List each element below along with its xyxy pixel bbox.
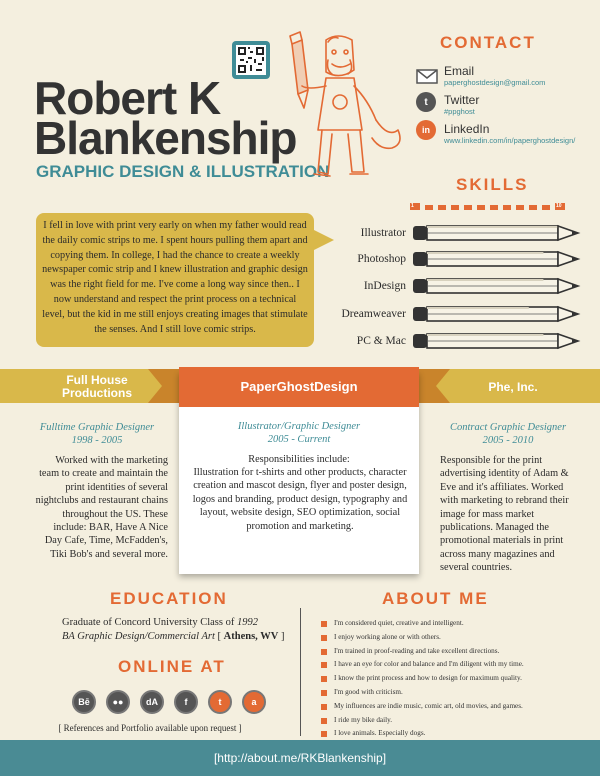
name-last-line: Blankenship (34, 112, 297, 164)
facebook-icon[interactable]: f (174, 690, 198, 714)
skill-name: PC & Mac (356, 335, 406, 347)
about-item: I know the print process and how to design for maximum quality. (334, 674, 522, 683)
about-item: I'm good with criticism. (334, 688, 403, 696)
education-school: Graduate of Concord University Class of (62, 617, 237, 628)
job-subtitle: GRAPHIC DESIGN & ILLUSTRATION (36, 162, 330, 181)
about-bullet-icon (321, 662, 327, 668)
pencil-level-fill (427, 279, 543, 281)
pencil-eraser (413, 279, 427, 293)
left-company: Full House Productions (61, 373, 132, 400)
about-bullet-icon (321, 704, 327, 710)
social-icons-row (72, 690, 266, 714)
education-line1 (62, 617, 258, 628)
contact-linkedin-label: LinkedIn (444, 122, 490, 136)
about-bullet-icon (321, 718, 327, 724)
pencil-level-fill (427, 226, 558, 228)
about-bullet-icon (321, 731, 327, 737)
right-job-description: Responsible for the print advertising identity of Adam & Eve and it's affiliates. Worked with marketing to rebrand their image for mass market publications. Managed the promotional materials in print across many magazines and several countries. (440, 455, 569, 574)
about-item: I love animals. Especially dogs. (334, 729, 426, 738)
name-first-line: Robert K (34, 72, 221, 124)
skill-pencil-bar (412, 304, 584, 324)
center-job-description: Illustration for t-shirts and other products, character creation and mascot design, flyer and poster design, logos and branding, product design, typography and layout, website design, SEO optimization, social promotion and marketing. (192, 467, 408, 532)
about-bullet-icon (321, 690, 327, 696)
education-heading: EDUCATION (110, 589, 228, 608)
skills-scale-min: 1 (411, 203, 414, 209)
left-job-description: Worked with the marketing team to create and maintain the print identities of several nightclubs and restaurant chains throughout the US. These include: BAR, Have A Nice Day Cafe, Time, McFadden's, Tiki Bob's and several more. (35, 455, 168, 560)
center-job-dates: 2005 - Current (267, 434, 331, 445)
pencil-eraser (413, 252, 427, 266)
pencil-eraser (413, 226, 427, 240)
contact-twitter-label: Twitter (444, 93, 480, 107)
skill-pencil-bar (412, 223, 584, 243)
contact-email-value[interactable]: paperghostdesign@gmail.com (444, 78, 546, 87)
about-bullet-icon (321, 676, 327, 682)
pencil-eraser (413, 307, 427, 321)
qr-code[interactable] (232, 41, 270, 79)
about-item: I'm trained in proof-reading and take excellent directions. (334, 646, 500, 655)
about-item: I ride my bike daily. (334, 715, 393, 724)
twitter-icon: t (416, 92, 436, 112)
right-company: Phe, Inc. (488, 380, 538, 394)
contact-twitter-value[interactable]: #ppghost (444, 107, 475, 116)
pencil-level-fill (427, 252, 543, 254)
skill-name: Illustrator (360, 227, 406, 239)
about-bullet-icon (321, 649, 327, 655)
skills-scale-max: 10 (556, 203, 562, 209)
behance-icon[interactable]: Bē (72, 690, 96, 714)
about-item: I'm considered quiet, creative and intelligent. (334, 619, 464, 627)
qr-code-icon (232, 41, 270, 79)
about-bullet-icon (321, 621, 327, 627)
contact-email-label: Email (444, 64, 475, 78)
skill-pencil-bar (412, 331, 584, 351)
right-job-dates: 2005 - 2010 (482, 435, 534, 446)
pencil-level-fill (427, 307, 529, 309)
contact-heading: CONTACT (440, 33, 536, 52)
left-job-title: Fulltime Graphic Designer (39, 422, 155, 433)
skills-scale (410, 200, 580, 212)
pencil-level-fill (427, 334, 543, 336)
left-job-dates: 1998 - 2005 (71, 435, 123, 446)
about-bullet-icon (321, 635, 327, 641)
band-arrow-left (148, 369, 182, 403)
skills-heading: SKILLS (456, 175, 529, 194)
skill-name: InDesign (363, 280, 406, 292)
right-job-title: Contract Graphic Designer (449, 422, 567, 433)
education-location: Athens, WV (223, 631, 279, 642)
bio-text: I fell in love with print very early on when my father would read the daily comic strips to me. I spent hours pulling them apart and copying them. In college, I had the chance to create a weekly newspaper comic strip and I knew illustration and graphic design was the right field for me. I've come a long way since then.. I now understand and respect the print process on a technical level, but the kid in me still enjoys creating images that stimulate the senses. And I still love comic strips. (42, 220, 308, 335)
about-item: My influences are indie music, comic art, old movies, and games. (334, 701, 523, 710)
about-item: I enjoy working alone or with others. (334, 632, 441, 641)
band-arrow-right (416, 369, 450, 403)
skill-name: Dreamweaver (341, 308, 406, 320)
skill-name: Photoshop (357, 253, 406, 265)
about-heading: ABOUT ME (382, 589, 489, 608)
references-note: [ References and Portfolio available upon request ] (58, 723, 242, 733)
education-year: 1992 (236, 617, 258, 628)
envelope-icon (416, 69, 438, 84)
about-item: I have an eye for color and balance and I'm diligent with my time. (334, 660, 524, 669)
tumblr-icon[interactable]: t (208, 690, 232, 714)
skill-pencil-bar (412, 276, 584, 296)
footer-url[interactable]: [http://about.me/RKBlankenship] (213, 751, 387, 765)
flickr-icon[interactable]: ●● (106, 690, 130, 714)
contact-linkedin-value[interactable]: www.linkedin.com/in/paperghostdesign/ (444, 136, 576, 145)
ghost-character-illustration (268, 30, 408, 190)
deviantart-icon[interactable]: dA (140, 690, 164, 714)
about-me-icon[interactable]: a (242, 690, 266, 714)
education-degree: BA Graphic Design/Commercial Art (62, 631, 215, 642)
linkedin-icon: in (416, 120, 436, 140)
online-heading: ONLINE AT (118, 657, 226, 676)
skill-pencil-bar (412, 249, 584, 269)
education-line2: BA Graphic Design/Commercial Art [ Athens, WV ] (62, 631, 285, 642)
center-job-title: Illustrator/Graphic Designer (237, 421, 361, 432)
center-company: PaperGhostDesign (240, 379, 358, 394)
pencil-eraser (413, 334, 427, 348)
section-divider (300, 608, 301, 736)
center-job-intro: Responsibilities include: (248, 454, 350, 465)
